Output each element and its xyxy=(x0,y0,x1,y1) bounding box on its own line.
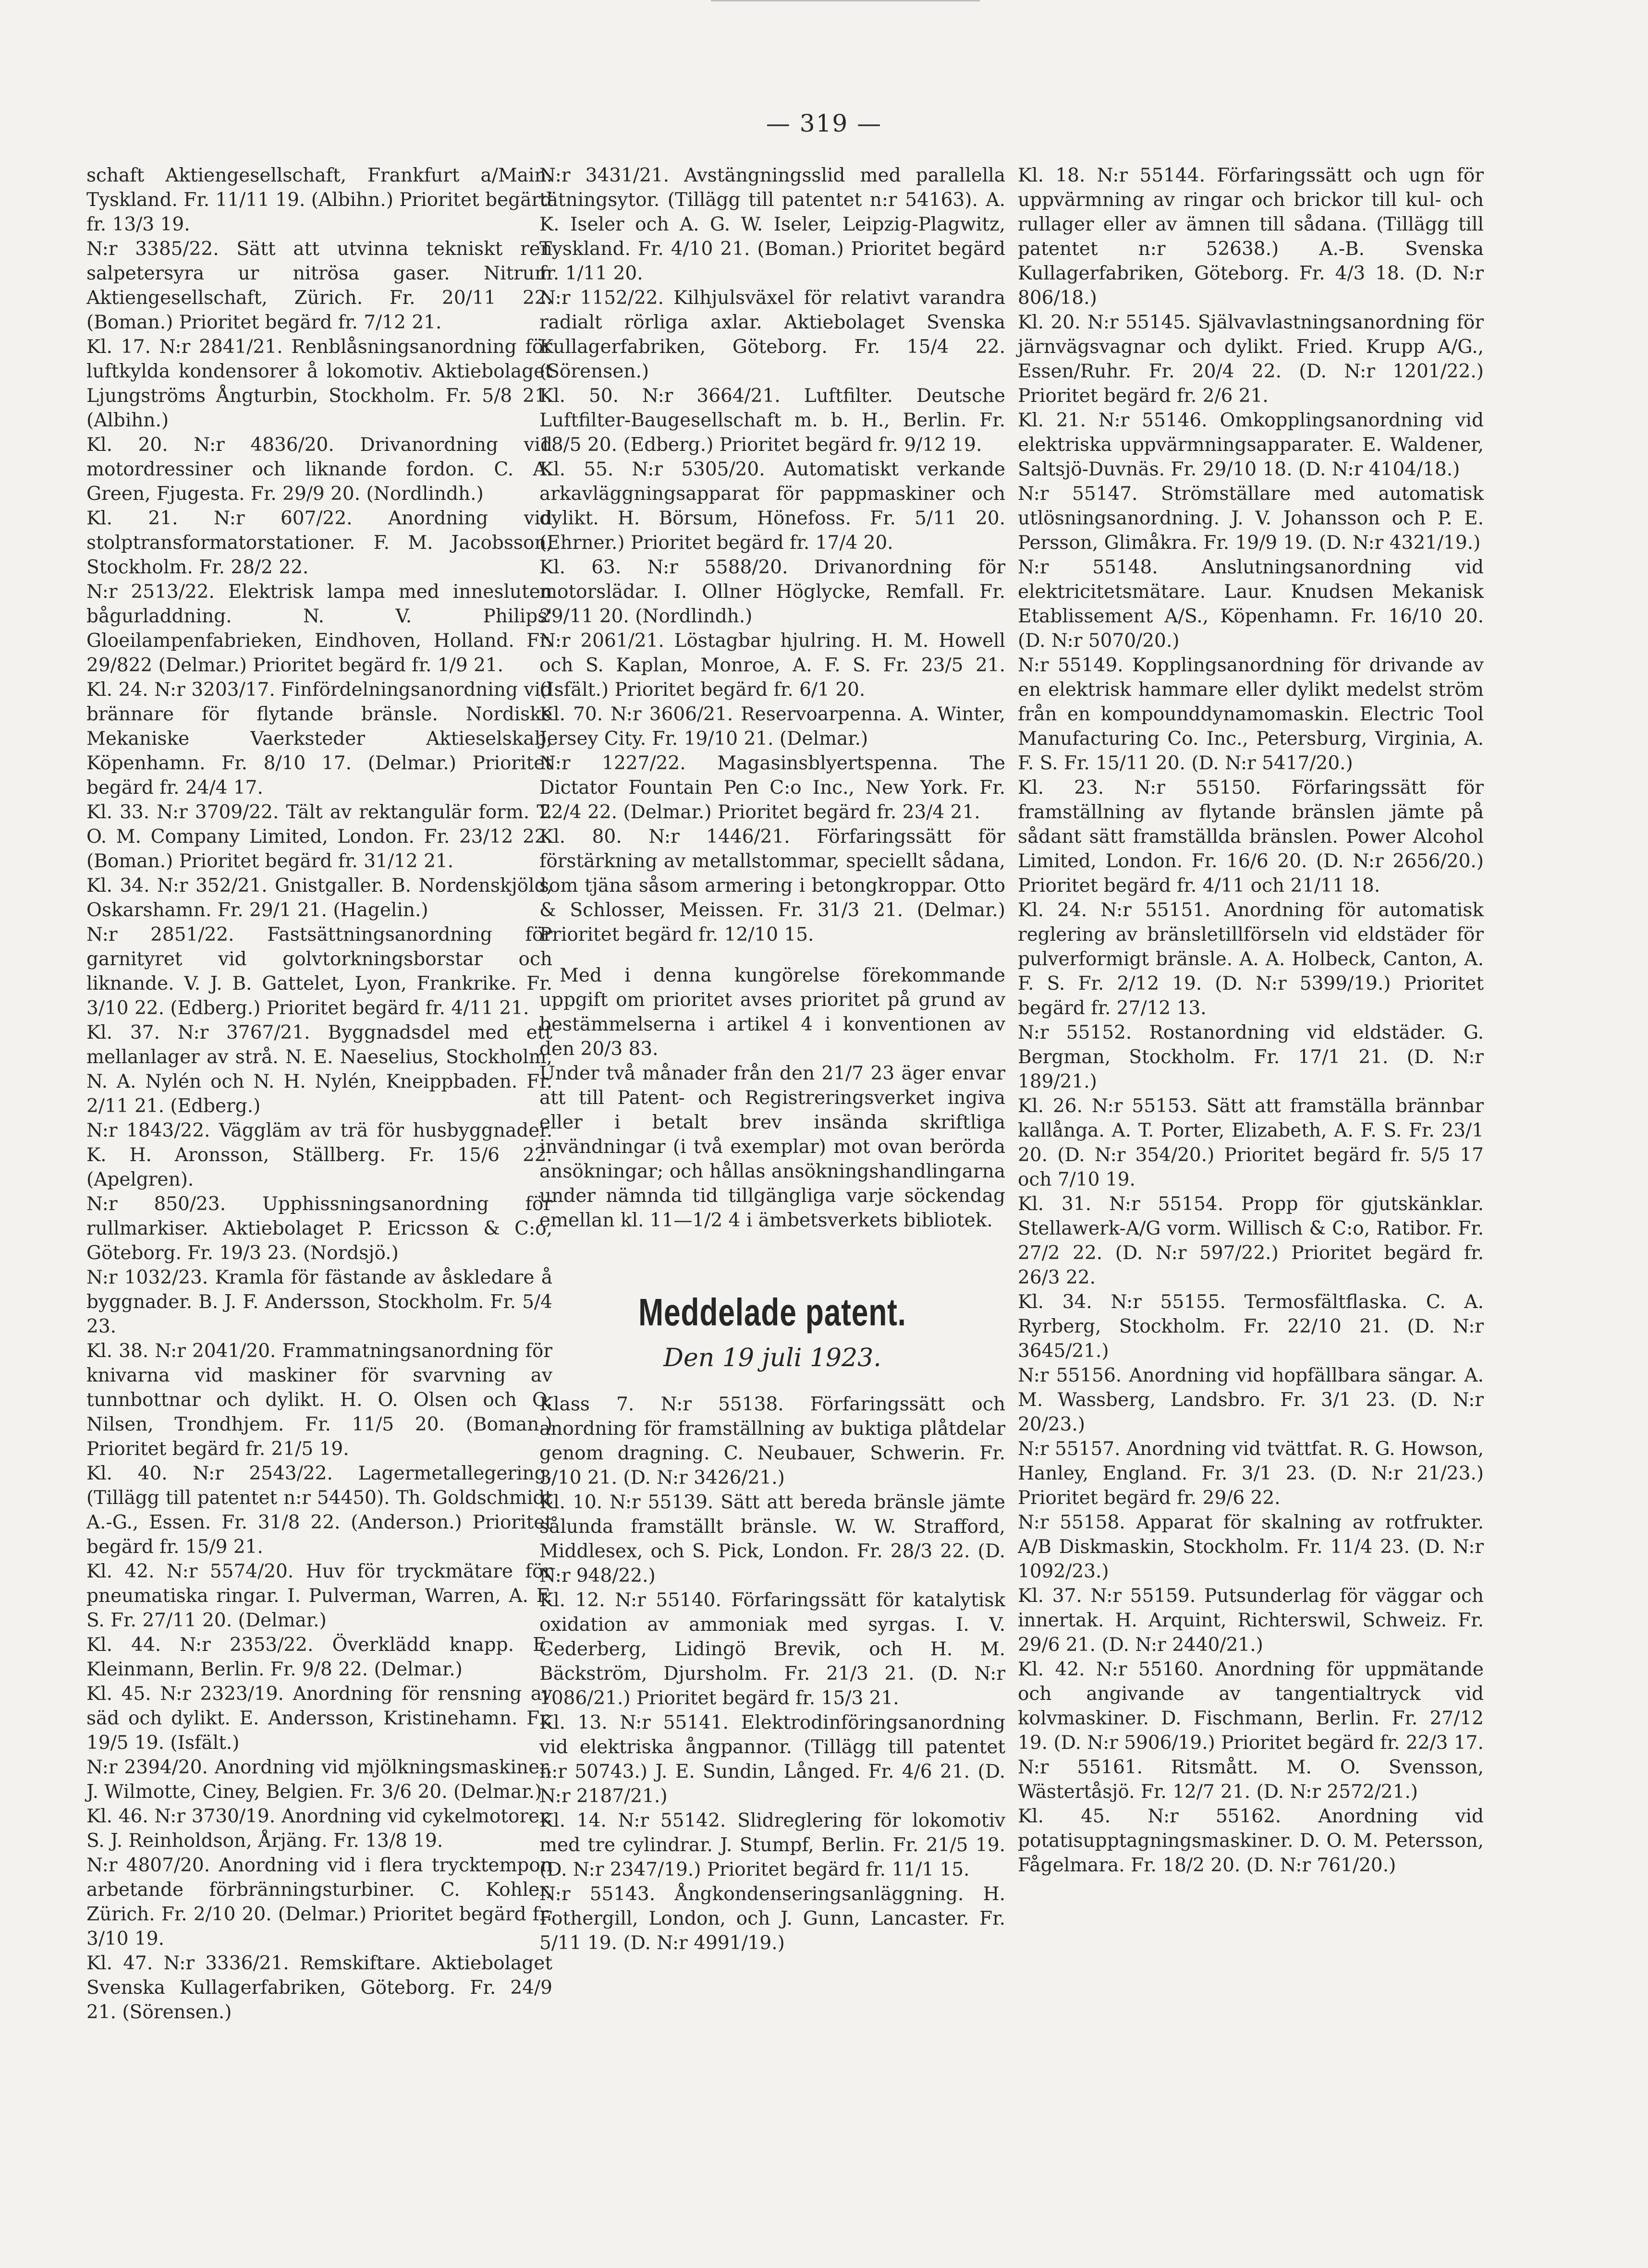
granted-patent-entry: N:r 55147. Strömställare med automatisk utlösningsanordning. J. V. Johansson och P. E. Persson, Glimåkra. Fr. 19/9 19. (D. N:r 4321/19.) xyxy=(1018,483,1484,554)
granted-patent-entry: N:r 55143. Ångkondenseringsanläggning. H. Fothergill, London, och J. Gunn, Lancaster. Fr. 5/11 19. (D. N:r 4991/19.) xyxy=(539,1883,1005,1954)
patent-application-entry: Kl. 37. N:r 3767/21. Byggnadsdel med ett mellanlager av strå. N. E. Naeselius, Stockholm, N. A. Nylén och N. H. Nylén, Kneippbaden. Fr. 2/11 21. (Edberg.) xyxy=(86,1022,552,1117)
granted-patent-entry: Kl. 21. N:r 55146. Omkopplingsanordning vid elektriska uppvärmningsapparater. E. Waldener, Saltsjö-Duvnäs. Fr. 29/10 18. (D. N:r 4104/18.) xyxy=(1018,410,1484,480)
section-date: Den 19 juli 1923. xyxy=(663,1344,881,1372)
patent-application-entry: Kl. 55. N:r 5305/20. Automatiskt verkande arkavläggningsapparat för pappmaskiner och dylikt. H. Börsum, Hönefoss. Fr. 5/11 20. (Ehrner.) Prioritet begärd fr. 17/4 20. xyxy=(539,459,1005,554)
granted-patent-entry: Kl. 24. N:r 55151. Anordning för automatisk reglering av bränsletillförseln vid eldstäder för pulverformigt bränsle. A. A. Holbeck, Canton, A. F. S. Fr. 2/12 19. (D. N:r 5399/19.) Prioritet begärd fr. 27/12 13. xyxy=(1018,899,1484,1019)
granted-patent-entry: Kl. 26. N:r 55153. Sätt att framställa brännbar kallånga. A. T. Porter, Elizabeth, A. F. S. Fr. 23/1 20. (D. N:r 354/20.) Prioritet begärd fr. 5/5 17 och 7/10 19. xyxy=(1018,1095,1484,1190)
granted-patent-entry: N:r 55152. Rostanordning vid eldstäder. G. Bergman, Stockholm. Fr. 17/1 21. (D. N:r 189/21.) xyxy=(1018,1022,1484,1092)
patent-application-entry: Kl. 21. N:r 607/22. Anordning vid stolptransformatorstationer. F. M. Jacobsson, Stockholm. Fr. 28/2 22. xyxy=(86,508,552,578)
patent-application-entry: Kl. 24. N:r 3203/17. Finfördelningsanordning vid brännare för flytande bränsle. Nordiske Mekaniske Vaerksteder Aktieselskab, Köpenhamn. Fr. 8/10 17. (Delmar.) Prioritet begärd fr. 24/4 17. xyxy=(86,679,552,799)
patent-application-entry: Kl. 45. N:r 2323/19. Anordning för rensning av säd och dylikt. E. Andersson, Kristinehamn. Fr. 19/5 19. (Isfält.) xyxy=(86,1683,552,1754)
patent-application-entry: Kl. 70. N:r 3606/21. Reservoarpenna. A. Winter, Jersey City. Fr. 19/10 21. (Delmar.) xyxy=(539,703,1005,750)
patent-application-entry: Kl. 38. N:r 2041/20. Frammatningsanordning för knivarna vid maskiner för svarvning av tunnbottnar och dylikt. H. O. Olsen och O. Nilsen, Trondhjem. Fr. 11/5 20. (Boman.) Prioritet begärd fr. 21/5 19. xyxy=(86,1340,552,1460)
granted-patent-entry: Kl. 34. N:r 55155. Termosfältflaska. C. A. Ryrberg, Stockholm. Fr. 22/10 21. (D. N:r 3645/21.) xyxy=(1018,1291,1484,1362)
page-number: — 319 — xyxy=(766,109,882,137)
patent-application-entry: N:r 850/23. Upphissningsanordning för rullmarkiser. Aktiebolaget P. Ericsson & C:o, Göteborg. Fr. 19/3 23. (Nordsjö.) xyxy=(86,1193,552,1264)
patent-application-entry: Kl. 46. N:r 3730/19. Anordning vid cykelmotorer. S. J. Reinholdson, Årjäng. Fr. 13/8 19. xyxy=(86,1806,552,1852)
patent-application-entry: N:r 2394/20. Anordning vid mjölkningsmaskiner. J. Wilmotte, Ciney, Belgien. Fr. 3/6 20. (Delmar.) xyxy=(86,1757,552,1803)
objection-notice xyxy=(539,963,1005,1233)
granted-patent-entry: N:r 55161. Ritsmått. M. O. Svensson, Wästertåsjö. Fr. 12/7 21. (D. N:r 2572/21.) xyxy=(1018,1757,1484,1803)
granted-patent-entry: Kl. 37. N:r 55159. Putsunderlag för väggar och innertak. H. Arquint, Richterswil, Schweiz. Fr. 29/6 21. (D. N:r 2440/21.) xyxy=(1018,1585,1484,1656)
granted-patent-entry: Kl. 23. N:r 55150. Förfaringssätt för framställning av flytande bränslen jämte på sådant sätt framställda bränslen. Power Alcohol Limited, London. Fr. 16/6 20. (D. N:r 2656/20.) Prioritet begärd fr. 4/11 och 21/11 18. xyxy=(1018,777,1484,897)
patent-application-entry: Kl. 34. N:r 352/21. Gnistgaller. B. Nordenskjöld, Oskarshamn. Fr. 29/1 21. (Hagelin.) xyxy=(86,875,552,921)
notice-paragraph: Med i denna kungörelse förekommande uppgift om prioritet avses prioritet på grund av bestämmelserna i artikel 4 i konventionen av den 20/3 83. xyxy=(539,965,1005,1060)
column-2 xyxy=(539,163,1005,1955)
granted-patent-entry: N:r 55157. Anordning vid tvättfat. R. G. Howson, Hanley, England. Fr. 3/1 23. (D. N:r 21/23.) Prioritet begärd fr. 29/6 22. xyxy=(1018,1438,1484,1509)
patent-application-entry: N:r 1227/22. Magasinsblyertspenna. The Dictator Fountain Pen C:o Inc., New York. Fr. 22/4 22. (Delmar.) Prioritet begärd fr. 23/4 21. xyxy=(539,752,1005,823)
patent-application-entry: schaft Aktiengesellschaft, Frankfurt a/Main. Tyskland. Fr. 11/11 19. (Albihn.) Prioritet begärd fr. 13/3 19. xyxy=(86,165,552,235)
granted-patent-entry: Kl. 10. N:r 55139. Sätt att bereda bränsle jämte sålunda framställt bränsle. W. W. Strafford, Middlesex, och S. Pick, London. Fr. 28/3 22. (D. N:r 948/22.) xyxy=(539,1492,1005,1587)
granted-patent-entry: Kl. 45. N:r 55162. Anordning vid potatisupptagningsmaskiner. D. O. M. Petersson, Fågelmara. Fr. 18/2 20. (D. N:r 761/20.) xyxy=(1018,1806,1484,1876)
patent-application-entry: Kl. 42. N:r 5574/20. Huv för tryckmätare för pneumatiska ringar. I. Pulverman, Warren, A. F. S. Fr. 27/11 20. (Delmar.) xyxy=(86,1561,552,1631)
patent-application-entry: Kl. 33. N:r 3709/22. Tält av rektangulär form. T. O. M. Company Limited, London. Fr. 23/12 22. (Boman.) Prioritet begärd fr. 31/12 21. xyxy=(86,801,552,872)
patent-application-entry: N:r 2061/21. Löstagbar hjulring. H. M. Howell och S. Kaplan, Monroe, A. F. S. Fr. 23/5 21. (Isfält.) Prioritet begärd fr. 6/1 20. xyxy=(539,630,1005,701)
patent-application-entry: Kl. 63. N:r 5588/20. Drivanordning för motorslädar. I. Ollner Höglycke, Remfall. Fr. 29/11 20. (Nordlindh.) xyxy=(539,557,1005,627)
granted-patent-entry: Kl. 12. N:r 55140. Förfaringssätt för katalytisk oxidation av ammoniak med syrgas. I. V. Cederberg, Lidingö Brevik, och H. M. Bäckström, Djursholm. Fr. 21/3 21. (D. N:r 1086/21.) Prioritet begärd fr. 15/3 21. xyxy=(539,1589,1005,1709)
granted-patent-entry: N:r 55148. Anslutningsanordning vid elektricitetsmätare. Laur. Knudsen Mekanisk Etablissement A/S., Köpenhamn. Fr. 16/10 20. (D. N:r 5070/20.) xyxy=(1018,557,1484,652)
granted-patent-entry: N:r 55158. Apparat för skalning av rotfrukter. A/B Diskmaskin, Stockholm. Fr. 11/4 23. (D. N:r 1092/23.) xyxy=(1018,1512,1484,1582)
patent-application-entry: Kl. 40. N:r 2543/22. Lagermetallegering. (Tillägg till patentet n:r 54450). Th. Goldschmidt A.-G., Essen. Fr. 31/8 22. (Anderson.) Prioritet begärd fr. 15/9 21. xyxy=(86,1463,552,1558)
column-2-entries xyxy=(539,163,1005,947)
column-3 xyxy=(1018,163,1484,1878)
patent-application-entry: Kl. 44. N:r 2353/22. Överklädd knapp. E. Kleinmann, Berlin. Fr. 9/8 22. (Delmar.) xyxy=(86,1634,552,1680)
patent-application-entry: Kl. 20. N:r 4836/20. Drivanordning vid motordressiner och liknande fordon. C. A. Green, Fjugesta. Fr. 29/9 20. (Nordlindh.) xyxy=(86,434,552,505)
granted-patent-entry: N:r 55156. Anordning vid hopfällbara sängar. A. M. Wassberg, Landsbro. Fr. 3/1 23. (D. N:r 20/23.) xyxy=(1018,1365,1484,1435)
granted-patent-entry: Kl. 13. N:r 55141. Elektrodinföringsanordning vid elektriska ångpannor. (Tillägg till patentet n:r 50743.) J. E. Sundin, Långed. Fr. 4/6 21. (D. N:r 2187/21.) xyxy=(539,1712,1005,1807)
patent-application-entry: Kl. 47. N:r 3336/21. Remskiftare. Aktiebolaget Svenska Kullagerfabriken, Göteborg. Fr. 24/9 21. (Sörensen.) xyxy=(86,1953,552,2023)
patent-application-entry: N:r 1843/22. Väggläm av trä för husbyggnader. K. H. Aronsson, Ställberg. Fr. 15/6 22. (Apelgren). xyxy=(86,1120,552,1190)
patent-application-entry: N:r 2851/22. Fastsättningsanordning för garnityret vid golvtorkningsborstar och liknande. V. J. B. Gattelet, Lyon, Frankrike. Fr. 3/10 22. (Edberg.) Prioritet begärd fr. 4/11 21. xyxy=(86,924,552,1019)
patent-application-entry: Kl. 80. N:r 1446/21. Förfaringssätt för förstärkning av metallstommar, speciellt sådana, som tjäna såsom armering i betongkroppar. Otto & Schlosser, Meissen. Fr. 31/3 21. (Delmar.) Prioritet begärd fr. 12/10 15. xyxy=(539,826,1005,946)
patent-application-entry: N:r 3385/22. Sätt att utvinna tekniskt ren salpetersyra ur nitrösa gaser. Nitrum Aktiengesellschaft, Zürich. Fr. 20/11 22. (Boman.) Prioritet begärd fr. 7/12 21. xyxy=(86,238,552,333)
patent-application-entry: N:r 4807/20. Anordning vid i flera trycktempon arbetande förbränningsturbiner. C. Kohler, Zürich. Fr. 2/10 20. (Delmar.) Prioritet begärd fr. 3/10 19. xyxy=(86,1855,552,1950)
top-edge-mark xyxy=(711,0,980,1)
granted-patent-entry: Kl. 18. N:r 55144. Förfaringssätt och ugn för uppvärmning av ringar och brickor till kul- och rullager eller av ämnen till sådana. (Tillägg till patentet n:r 52638.) A.-B. Svenska Kullagerfabriken, Göteborg. Fr. 4/3 18. (D. N:r 806/18.) xyxy=(1018,165,1484,309)
granted-patent-entry: Klass 7. N:r 55138. Förfaringssätt och anordning för framställning av buktiga plåtdelar genom dragning. C. Neubauer, Schwerin. Fr. 3/10 21. (D. N:r 3426/21.) xyxy=(539,1394,1005,1489)
patent-application-entry: N:r 1152/22. Kilhjulsväxel för relativt varandra radialt rörliga axlar. Aktiebolaget Svenska Kullagerfabriken, Göteborg. Fr. 15/4 22. (Sörensen.) xyxy=(539,287,1005,382)
section-heading: Meddelade patent. xyxy=(638,1291,906,1334)
patent-application-entry: Kl. 17. N:r 2841/21. Renblåsningsanordning för luftkylda kondensorer å lokomotiv. Aktiebolaget Ljungströms Ångturbin, Stockholm. Fr. 5/8 21. (Albihn.) xyxy=(86,336,552,431)
granted-patents-list xyxy=(539,1392,1005,1955)
patent-application-entry: N:r 1032/23. Kramla för fästande av åskledare å byggnader. B. J. F. Andersson, Stockholm. Fr. 5/4 23. xyxy=(86,1267,552,1337)
granted-patent-entry: N:r 55149. Kopplingsanordning för drivande av en elektrisk hammare eller dylikt medelst ström från en kompounddynamomaskin. Electric Tool Manufacturing Co. Inc., Petersburg, Virginia, A. F. S. Fr. 15/11 20. (D. N:r 5417/20.) xyxy=(1018,655,1484,774)
granted-patent-entry: Kl. 14. N:r 55142. Slidreglering för lokomotiv med tre cylindrar. J. Stumpf, Berlin. Fr. 21/5 19. (D. N:r 2347/19.) Prioritet begärd fr. 11/1 15. xyxy=(539,1810,1005,1880)
granted-patent-entry: Kl. 20. N:r 55145. Självavlastningsanordning för järnvägsvagnar och dylikt. Fried. Krupp A/G., Essen/Ruhr. Fr. 20/4 22. (D. N:r 1201/22.) Prioritet begärd fr. 2/6 21. xyxy=(1018,312,1484,407)
granted-patent-entry: Kl. 42. N:r 55160. Anordning för uppmätande och angivande av tangentialtryck vid kolvmaskiner. D. Fischmann, Berlin. Fr. 27/12 19. (D. N:r 5906/19.) Prioritet begärd fr. 22/3 17. xyxy=(1018,1659,1484,1754)
patent-application-entry: N:r 2513/22. Elektrisk lampa med innesluten bågurladdning. N. V. Philips' Gloeilampenfabrieken, Eindhoven, Holland. Fr. 29/822 (Delmar.) Prioritet begärd fr. 1/9 21. xyxy=(86,581,552,676)
column-1 xyxy=(86,163,552,2025)
notice-paragraph: Under två månader från den 21/7 23 äger envar att till Patent- och Registreringsverket ingiva eller i betalt brev insända skriftliga invändningar (i två exemplar) mot ovan berörda ansökningar; och hållas ansökningshandlingarna under nämnda tid tillgängliga varje söckendag emellan kl. 11—1/2 4 i ämbetsverkets bibliotek. xyxy=(539,1063,1005,1231)
patent-application-entry: N:r 3431/21. Avstängningsslid med parallella tätningsytor. (Tillägg till patentet n:r 54163). A. K. Iseler och A. G. W. Iseler, Leipzig-Plagwitz, Tyskland. Fr. 4/10 21. (Boman.) Prioritet begärd fr. 1/11 20. xyxy=(539,165,1005,284)
patent-application-entry: Kl. 50. N:r 3664/21. Luftfilter. Deutsche Luftfilter-Baugesellschaft m. b. H., Berlin. Fr. 18/5 20. (Edberg.) Prioritet begärd fr. 9/12 19. xyxy=(539,385,1005,456)
granted-patent-entry: Kl. 31. N:r 55154. Propp för gjutskänklar. Stellawerk-A/G vorm. Willisch & C:o, Ratibor. Fr. 27/2 22. (D. N:r 597/22.) Prioritet begärd fr. 26/3 22. xyxy=(1018,1193,1484,1288)
